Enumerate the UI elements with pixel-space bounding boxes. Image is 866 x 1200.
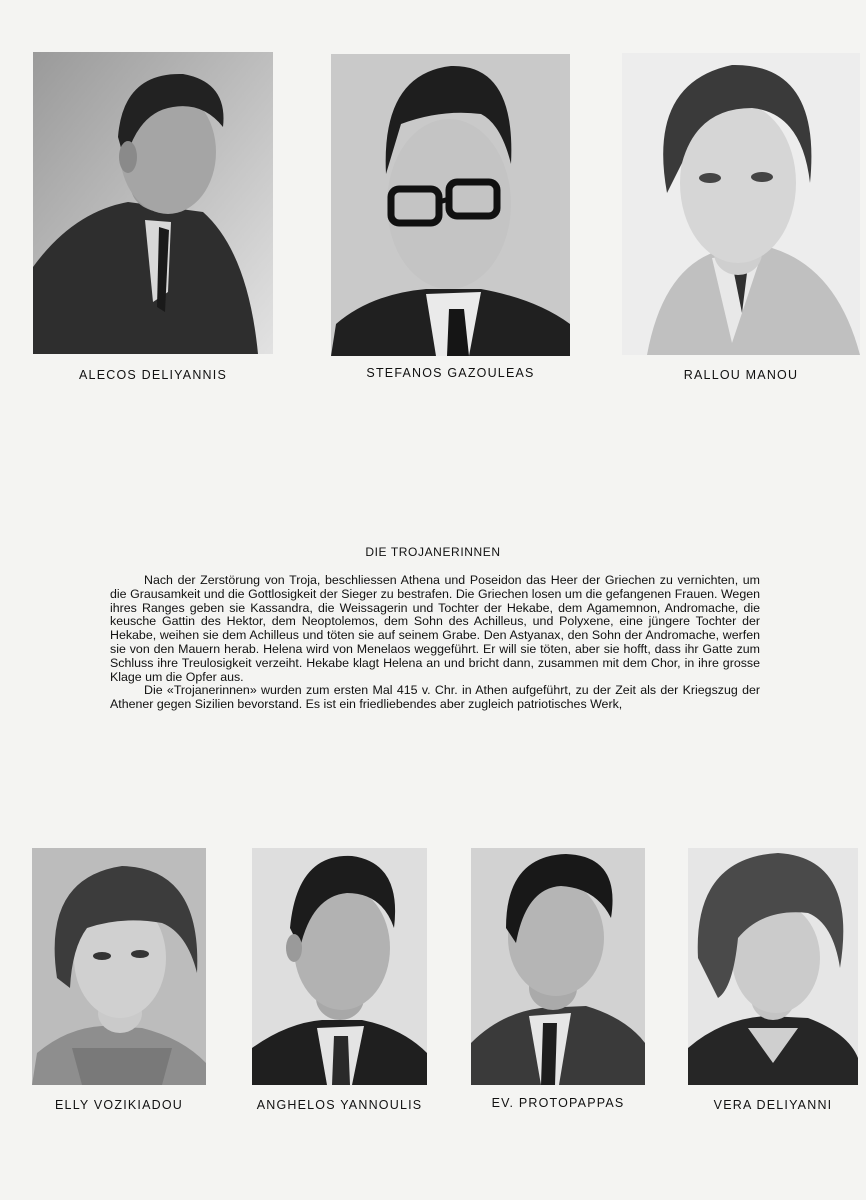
portrait-anghelos-yannoulis: [252, 848, 427, 1085]
caption-top-2: STEFANOS GAZOULEAS: [366, 366, 535, 380]
caption-bottom-4: VERA DELIYANNI: [713, 1098, 833, 1112]
portrait-rallou-manou: [622, 53, 860, 355]
portrait-alecos-deliyannis: [33, 52, 273, 354]
caption-bottom-3: EV. PROTOPAPPAS: [491, 1096, 625, 1110]
caption-top-3: RALLOU MANOU: [683, 368, 799, 382]
article-paragraph-2: Die «Trojanerinnen» wurden zum ersten Mal 415 v. Chr. in Athen aufgeführt, zu der Zeit als der Kriegszug der Athener gegen Sizilien bevorstand. Es ist ein friedliebendes aber zugleich patriotisches Werk,: [110, 683, 760, 712]
article-paragraph-1: Nach der Zerstörung von Troja, beschliessen Athena und Poseidon das Heer der Griechen zu vernichten, um die Grausamkeit und die Gottlosigkeit der Sieger zu bestrafen. Die Griechen losen um die gefangenen Frauen. Wegen ihres Ranges geben sie Kassandra, die Weissagerin und Tochter der Hekabe, dem Agamemnon, Andromache, die keusche Gattin des Hektor, dem Neoptolemos, dem Sohn des Achilleus, und Polyxene, eine jüngere Tochter der Hekabe, weihen sie dem Achilleus und töten sie auf seinem Grabe. Den Astyanax, den Sohn der Andromache, werfen sie von den Mauern herab. Helena wird von Menelaos weggeführt. Er will sie töten, aber sie hofft, dass ihr Gatte zum Schluss ihre Treulosigkeit verzeiht. Hekabe klagt Helena an und bricht dann, zusammen mit dem Chor, in ihre grosse Klage um die Opfer aus.: [110, 573, 760, 684]
caption-bottom-1: ELLY VOZIKIADOU: [55, 1098, 183, 1112]
portrait-vera-deliyanni: [688, 848, 858, 1085]
article-body: [110, 574, 760, 712]
portrait-ev-protopappas: [471, 848, 645, 1085]
portrait-stefanos-gazouleas: [331, 54, 570, 356]
caption-top-1: ALECOS DELIYANNIS: [79, 368, 227, 382]
article-title: DIE TROJANERINNEN: [365, 545, 501, 559]
portrait-elly-vozikiadou: [32, 848, 206, 1085]
caption-bottom-2: ANGHELOS YANNOULIS: [256, 1098, 423, 1112]
